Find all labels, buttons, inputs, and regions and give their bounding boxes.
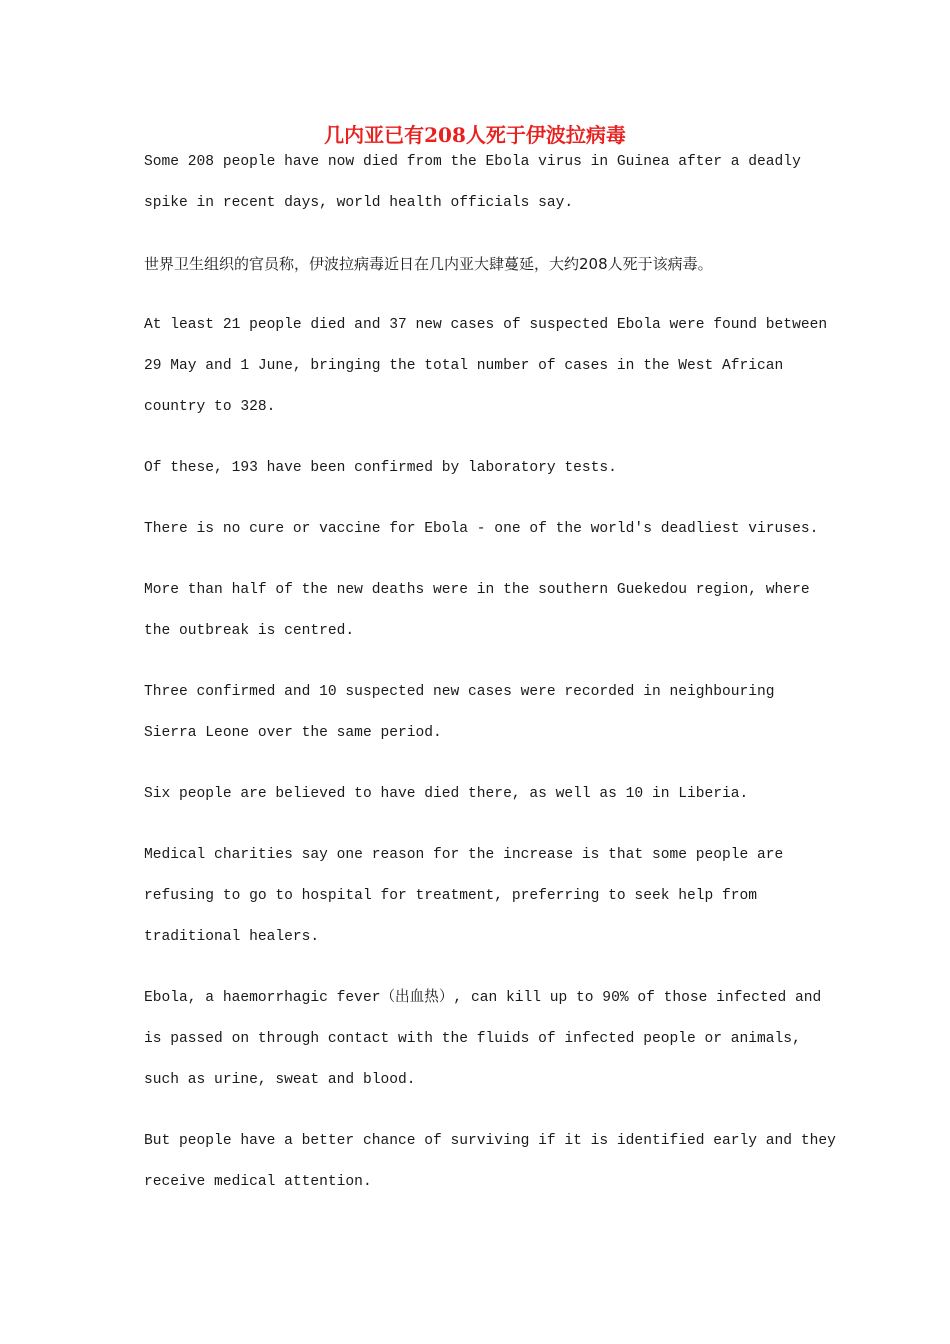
paragraph-1: [144, 142, 824, 224]
text-line: Sierra Leone over the same period.: [144, 725, 442, 741]
text-line: Some 208 people have now died from the Ebola virus in Guinea after a deadly: [144, 154, 801, 170]
text-line: 世界卫生组织的官员称，伊波拉病毒近日在几内亚大肆蔓延，大约208人死于该病毒。: [144, 255, 713, 273]
paragraph-7: [144, 672, 824, 754]
text-line: Of these, 193 have been confirmed by laboratory tests.: [144, 460, 617, 476]
paragraph-6: [144, 570, 824, 652]
paragraph-4: [144, 448, 824, 489]
text-line: refusing to go to hospital for treatment, preferring to seek help from: [144, 888, 758, 904]
text-line: But people have a better chance of surviving if it is identified early and they: [144, 1133, 836, 1149]
paragraph-9: [144, 835, 824, 958]
text-line: is passed on through contact with the fluids of infected people or animals,: [144, 1031, 801, 1047]
text-line: spike in recent days, world health officials say.: [144, 195, 574, 211]
text-line: receive medical attention.: [144, 1174, 372, 1190]
text-line: country to 328.: [144, 399, 276, 415]
text-line: At least 21 people died and 37 new cases of suspected Ebola were found between: [144, 317, 828, 333]
text-line: the outbreak is centred.: [144, 623, 355, 639]
paragraph-10: [144, 978, 824, 1101]
paragraph-5: [144, 509, 824, 550]
paragraph-3: [144, 305, 828, 428]
text-line: Six people are believed to have died there, as well as 10 in Liberia.: [144, 786, 749, 802]
text-line: such as urine, sweat and blood.: [144, 1072, 416, 1088]
text-line: 29 May and 1 June, bringing the total number of cases in the West African: [144, 358, 784, 374]
text-line: There is no cure or vaccine for Ebola - one of the world's deadliest viruses.: [144, 521, 819, 537]
article-body: [144, 142, 836, 1223]
text-line: traditional healers.: [144, 929, 320, 945]
text-line: More than half of the new deaths were in the southern Guekedou region, where: [144, 582, 810, 598]
document-title: 几内亚已有208人死于伊波拉病毒: [324, 123, 626, 147]
paragraph-8: [144, 774, 824, 815]
text-line: Three confirmed and 10 suspected new cases were recorded in neighbouring: [144, 684, 775, 700]
paragraph-11: [144, 1121, 836, 1203]
text-line: Ebola, a haemorrhagic fever（出血热）, can kill up to 90% of those infected and: [144, 990, 822, 1006]
paragraph-2-chinese: [144, 244, 824, 285]
text-line: Medical charities say one reason for the increase is that some people are: [144, 847, 784, 863]
